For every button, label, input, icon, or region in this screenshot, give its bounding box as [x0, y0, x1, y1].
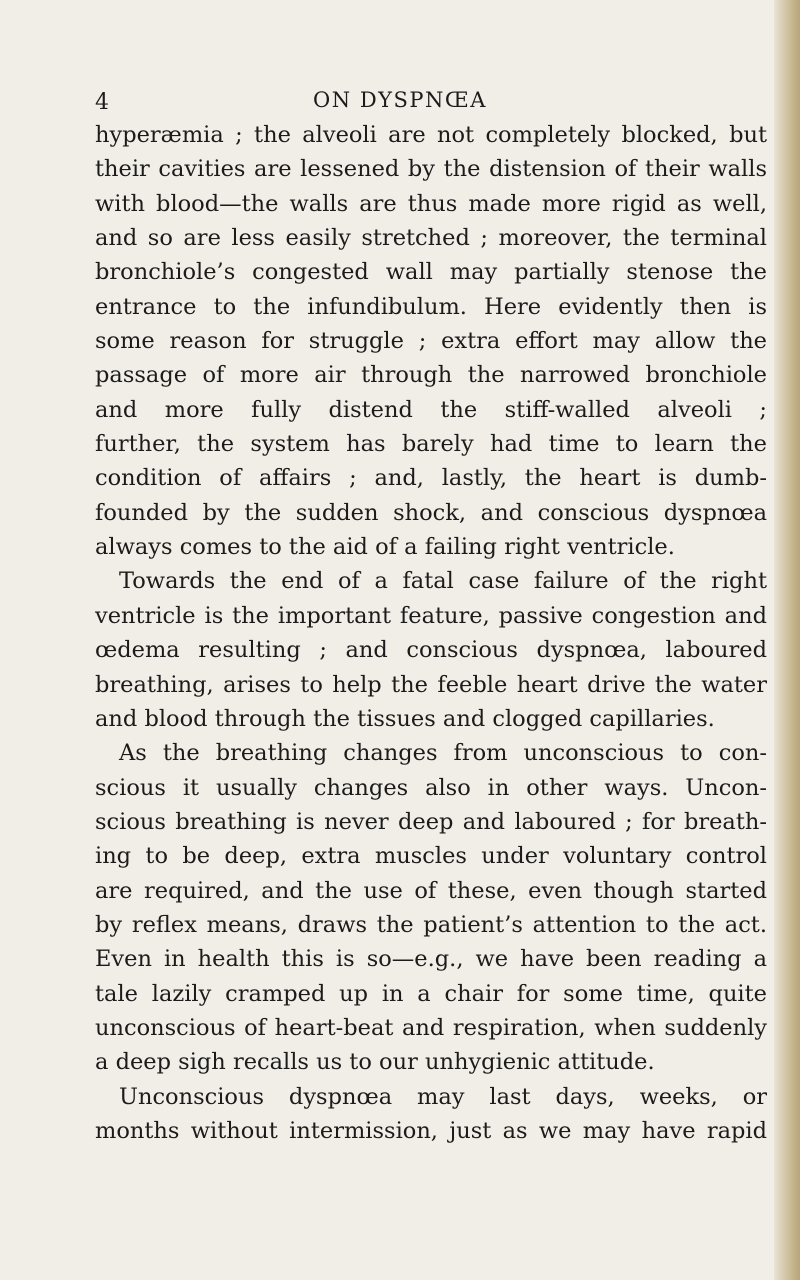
- text-line: and blood through the tissues and clogged capillaries.: [95, 705, 715, 732]
- text-line: bronchiole’s congested wall may partially stenose the: [95, 259, 767, 286]
- text-line: Even in health this is so—e.g., we have been reading a: [95, 946, 767, 973]
- text-line: unconscious of heart-beat and respiration, when suddenly: [95, 1014, 767, 1041]
- text-line: scious breathing is never deep and laboured ; for breath-: [95, 808, 767, 835]
- text-line: ventricle is the important feature, passive congestion and: [95, 602, 767, 629]
- text-line: and so are less easily stretched ; moreover, the terminal: [95, 225, 767, 252]
- text-line: some reason for struggle ; extra effort may allow the: [95, 328, 767, 355]
- text-line: condition of affairs ; and, lastly, the heart is dumb-: [95, 465, 767, 492]
- text-line: ing to be deep, extra muscles under voluntary control: [95, 843, 767, 870]
- paragraph-start-line: Towards the end of a fatal case failure of the right: [119, 568, 767, 595]
- body-text: [95, 118, 767, 1148]
- text-line: founded by the sudden shock, and conscious dyspnœa: [95, 499, 767, 526]
- text-line: always comes to the aid of a failing right ventricle.: [95, 534, 675, 561]
- text-line: tale lazily cramped up in a chair for some time, quite: [95, 980, 767, 1007]
- text-line: œdema resulting ; and conscious dyspnœa, laboured: [95, 637, 767, 664]
- paragraph-start-line: As the breathing changes from unconscious to con-: [119, 740, 767, 767]
- text-line: with blood—the walls are thus made more rigid as well,: [95, 190, 767, 217]
- page-number: 4: [95, 90, 109, 115]
- text-line: their cavities are lessened by the distension of their walls: [95, 156, 767, 183]
- text-line: breathing, arises to help the feeble heart drive the water: [95, 671, 767, 698]
- text-line: by reflex means, draws the patient’s attention to the act.: [95, 911, 767, 938]
- text-line: and more fully distend the stiff-walled alveoli ;: [95, 396, 767, 423]
- page-edge-shadow: [774, 0, 800, 1280]
- paragraph-start-line: Unconscious dyspnœa may last days, weeks, or: [119, 1083, 767, 1110]
- text-line: a deep sigh recalls us to our unhygienic attitude.: [95, 1049, 655, 1076]
- text-line: further, the system has barely had time to learn the: [95, 431, 767, 458]
- text-line: entrance to the infundibulum. Here evidently then is: [95, 293, 767, 320]
- text-line: scious it usually changes also in other ways. Uncon-: [95, 774, 767, 801]
- running-head: ON DYSPNŒA: [313, 88, 487, 112]
- text-line: hyperæmia ; the alveoli are not completely blocked, but: [95, 122, 767, 148]
- text-line: are required, and the use of these, even though started: [95, 877, 767, 904]
- text-line: passage of more air through the narrowed bronchiole: [95, 362, 767, 389]
- text-line: months without intermission, just as we may have rapid: [95, 1117, 767, 1144]
